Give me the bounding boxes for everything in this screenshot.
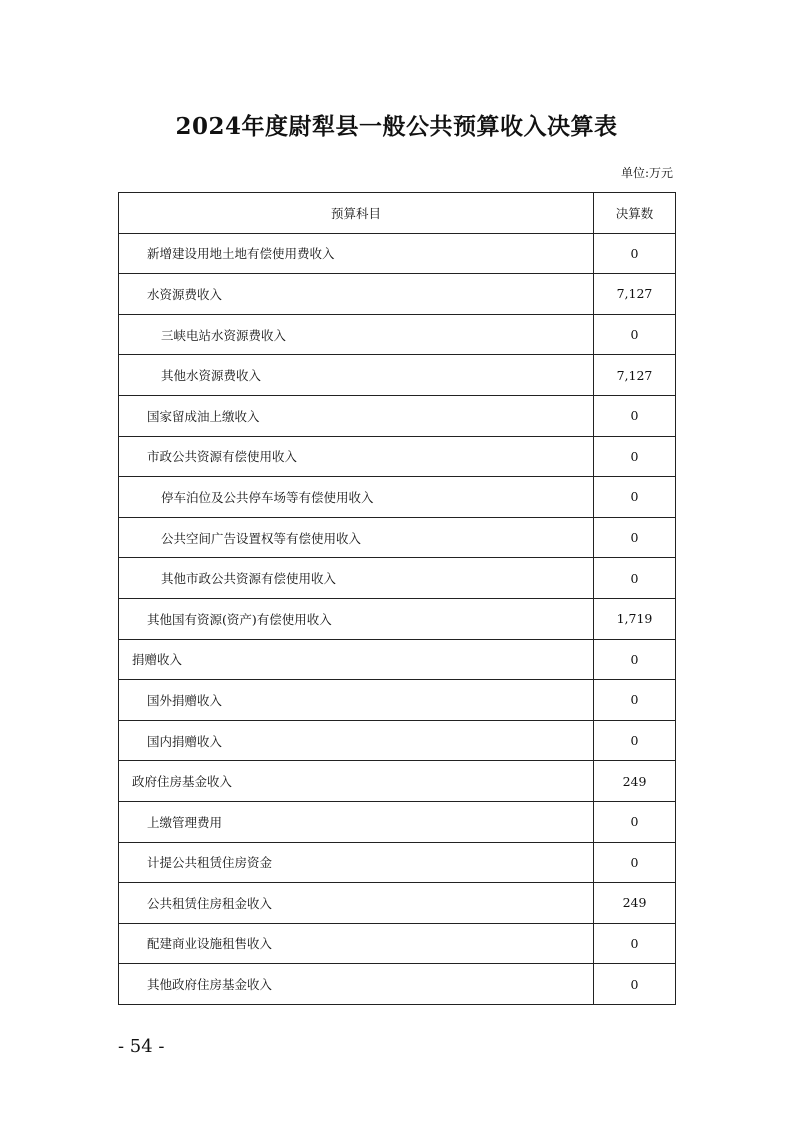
row-item-value: 0 xyxy=(594,964,676,1005)
row-item-value: 7,127 xyxy=(594,274,676,315)
table-row xyxy=(119,598,676,639)
table-row xyxy=(119,436,676,477)
row-item-value: 0 xyxy=(594,923,676,964)
row-item-value: 0 xyxy=(594,233,676,274)
row-item-value: 249 xyxy=(594,883,676,924)
table-row xyxy=(119,842,676,883)
table-row xyxy=(119,801,676,842)
table-row xyxy=(119,761,676,802)
row-item-name: 停车泊位及公共停车场等有偿使用收入 xyxy=(119,477,594,518)
row-item-name: 三峡电站水资源费收入 xyxy=(119,314,594,355)
row-item-name: 政府住房基金收入 xyxy=(119,761,594,802)
row-item-name: 配建商业设施租售收入 xyxy=(119,923,594,964)
row-item-name: 其他政府住房基金收入 xyxy=(119,964,594,1005)
row-item-name: 其他市政公共资源有偿使用收入 xyxy=(119,558,594,599)
row-item-name: 上缴管理费用 xyxy=(119,801,594,842)
table-row xyxy=(119,680,676,721)
table-header-row xyxy=(119,193,676,234)
unit-label: 单位:万元 xyxy=(620,166,673,180)
table-row xyxy=(119,964,676,1005)
row-item-value: 0 xyxy=(594,558,676,599)
row-item-value: 0 xyxy=(594,801,676,842)
row-item-value: 0 xyxy=(594,680,676,721)
row-item-value: 0 xyxy=(594,842,676,883)
row-item-value: 1,719 xyxy=(594,598,676,639)
table-row xyxy=(119,233,676,274)
table-row xyxy=(119,274,676,315)
header-final-amount: 决算数 xyxy=(594,193,676,234)
row-item-name: 公共空间广告设置权等有偿使用收入 xyxy=(119,517,594,558)
table-row xyxy=(119,923,676,964)
row-item-value: 0 xyxy=(594,720,676,761)
table-row xyxy=(119,639,676,680)
row-item-name: 国家留成油上缴收入 xyxy=(119,395,594,436)
row-item-value: 249 xyxy=(594,761,676,802)
row-item-name: 捐赠收入 xyxy=(119,639,594,680)
row-item-value: 0 xyxy=(594,639,676,680)
row-item-value: 0 xyxy=(594,517,676,558)
row-item-value: 0 xyxy=(594,395,676,436)
row-item-value: 7,127 xyxy=(594,355,676,396)
table-row xyxy=(119,558,676,599)
row-item-name: 其他国有资源(资产)有偿使用收入 xyxy=(119,598,594,639)
row-item-name: 国外捐赠收入 xyxy=(119,680,594,721)
table-row xyxy=(119,477,676,518)
page-number: - 54 - xyxy=(118,1036,165,1057)
table-row xyxy=(119,314,676,355)
table-row xyxy=(119,355,676,396)
table-row xyxy=(119,883,676,924)
row-item-value: 0 xyxy=(594,436,676,477)
row-item-value: 0 xyxy=(594,314,676,355)
budget-table xyxy=(118,192,676,1005)
table-row xyxy=(119,720,676,761)
header-budget-item: 预算科目 xyxy=(119,193,594,234)
row-item-value: 0 xyxy=(594,477,676,518)
row-item-name: 国内捐赠收入 xyxy=(119,720,594,761)
row-item-name: 其他水资源费收入 xyxy=(119,355,594,396)
table-row xyxy=(119,517,676,558)
page-title: 2024年度尉犁县一般公共预算收入决算表 xyxy=(175,113,618,140)
row-item-name: 水资源费收入 xyxy=(119,274,594,315)
table-row xyxy=(119,395,676,436)
row-item-name: 市政公共资源有偿使用收入 xyxy=(119,436,594,477)
row-item-name: 计提公共租赁住房资金 xyxy=(119,842,594,883)
row-item-name: 新增建设用地土地有偿使用费收入 xyxy=(119,233,594,274)
row-item-name: 公共租赁住房租金收入 xyxy=(119,883,594,924)
